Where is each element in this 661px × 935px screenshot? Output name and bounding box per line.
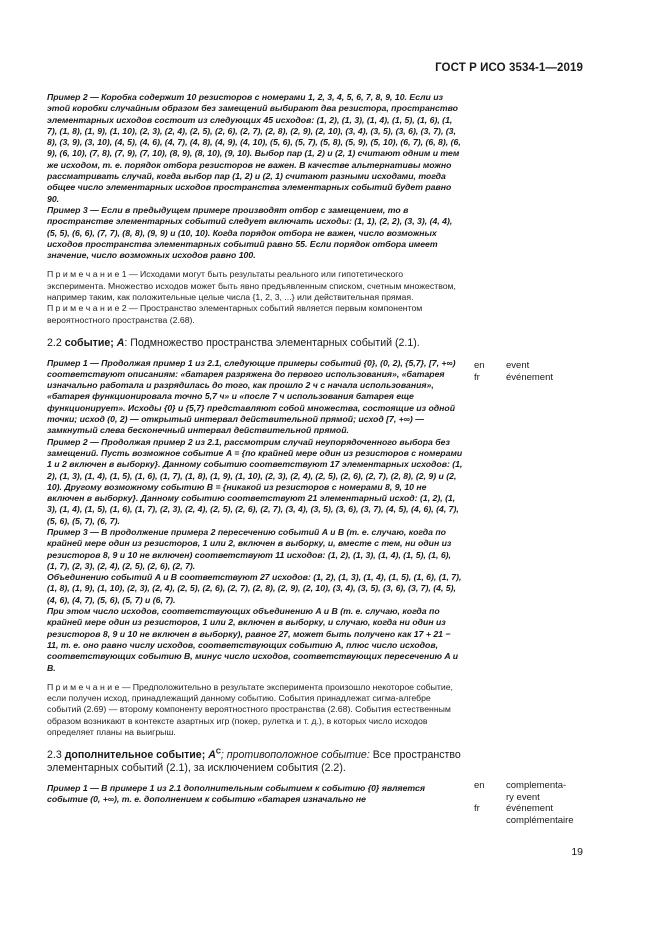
example-1-3: Пример 1 — В примере 1 из 2.1 дополнительным событием к событию {0} является событие (0, +∞), т. е. дополнением к событию «батарея изначально не — [47, 782, 425, 804]
example-3-2-union: Объединению событий A и B соответствуют 27 исходов: (1, 2), (1, 3), (1, 4), (1, 5), (1, 6), (1, 7), (1, 8), (1, 9), (1, 10), (2, 3), (2, 4), (2, 5), (2, 6), (2, 7), (2, 8), (2, 9), (2, 10), (3, 4), (3, 5), (3, 6), (3, 7), (4, 5), (4, 6), (4, 7), (5, 6), (5, 7) и (6, 7). — [47, 572, 462, 605]
lang-code-en: en — [474, 780, 485, 791]
document-header: ГОСТ Р ИСО 3534-1—2019 — [435, 62, 583, 74]
note-2: П р и м е ч а н и е 2 — Пространство элементарных событий является первым компонентом вероятностного пространства (2.68). — [47, 303, 423, 325]
term-definition: Все пространство элементарных событий (2.1), за исключением события (2.2). — [47, 749, 461, 774]
term-2-2-equivalents — [474, 360, 594, 383]
example-1-2: Пример 1 — Продолжая пример 1 из 2.1, следующие примеры событий {0}, (0, 2), {5,7}, [7, +∞) соответствуют описаниям: «батарея разряжена до первого использования», «батарея изначально работала и разрядилась до того, как прошло 2 ч с начала использования», «батарея функционировала точно 5,7 ч» и «после 7 ч использования батарея еще функционирует». Исходы {0} и {5,7} представляют собой множества, состоящие из одной точки; исход (0, 2) — открытый интервал действительной прямой; исход [7, +∞) — замкнутый слева бесконечный интервал действительной прямой. — [47, 357, 456, 436]
equivalent-en-cont: ry event — [506, 791, 540, 803]
equivalent-fr: événement — [506, 371, 554, 383]
term-symbol-sup: C — [215, 748, 221, 756]
equivalent-en: event — [506, 360, 530, 371]
example-3-1: Пример 3 — Если в предыдущем примере производят отбор с замещением, то в пространстве элементарных событий следует включать исходы: (1, 1), (2, 2), (3, 3), (4, 4), (5, 5), (6, 6), (7, 7), (8, 8), (9, 9) и (10, 10). Когда порядок отбора не важен, число возможных исходов пространства элементарных событий равно 55. Если порядок отбора имеет значение, число возможных исходов равно 100. — [47, 204, 453, 261]
example-3-2-count: При этом число исходов, соответствующих объединению A и B (т. е. случаю, когда по крайней мере один из резисторов, 1 или 2, включен в выборку, и случаю, когда ни один из резисторов 8, 9 и 10 не включен в выборку), равное 27, может быть получено как 17 + 21 − 11, т. е. оно равно числу исходов, соответствующих событию A, плюс число исходов, соответствующих событию B, минус число исходов, соответствующих пересечению A и B. — [47, 606, 459, 673]
equivalent-fr-cont: complémentaire — [506, 814, 574, 826]
page-content — [47, 92, 463, 805]
equivalent-fr: événement — [506, 803, 554, 814]
term-symbol: A — [208, 749, 216, 762]
term-name: дополнительное событие; — [64, 749, 206, 762]
term-symbol: A — [116, 336, 125, 349]
term-name: событие; — [64, 336, 114, 349]
term-number: 2.2 — [47, 336, 62, 349]
note-1: П р и м е ч а н и е 1 — Исходами могут быть результаты реального или гипотетического эксперимента. Множество исходов может быть явно предъявленным списком, счетным множеством, например таким, как положительные целые числа {1, 2, 3, ...} или действительная прямая. — [47, 269, 456, 303]
lang-code-en: en — [474, 360, 485, 371]
term-2-3-equivalents — [474, 780, 594, 826]
page-number: 19 — [571, 846, 583, 858]
example-2-2: Пример 2 — Продолжая пример 2 из 2.1, рассмотрим случай неупорядоченного выбора без замещений. Пусть возможное событие A = {по крайней мере один из резисторов с номерами 1 и 2 включен в выборку}. Данному событию соответствуют 17 элементарных исходов: (1, 2), (1, 3), (1, 4), (1, 5), (1, 6), (1, 7), (1, 8), (1, 9), (1, 10), (2, 3), (2, 4), (2, 5), (2, 6), (2, 7), (2, 8), (2, 9) и (2, 10). Другому возможному событию B = {никакой из резисторов с номерами 8, 9, 10 не включен в выборку}. Данному событию соответствуют 21 элементарный исход: (1, 2), (1, 3), (1, 4), (1, 5), (1, 6), (1, 7), (2, 3), (2, 4), (2, 5), (2, 6), (2, 7), (3, 4), (3, 5), (3, 6), (3, 7), (4, 5), (4, 6), (4, 7), (5, 6), (5, 7), (6, 7). — [47, 436, 463, 526]
example-2-1: Пример 2 — Коробка содержит 10 резисторов с номерами 1, 2, 3, 4, 5, 6, 7, 8, 9, 10. Если из этой коробки случайным образом без замещений выбирают два резистора, пространство элементарных исходов состоит из следующих 45 исходов: (1, 2), (1, 3), (1, 4), (1, 5), (1, 6), (1, 7), (1, 8), (1, 9), (1, 10), (2, 3), (2, 4), (2, 5), (2, 6), (2, 7), (2, 8), (2, 9), (2, 10), (3, 4), (3, 5), (3, 6), (3, 7), (3, 8), (3, 9), (3, 10), (4, 5), (4, 6), (4, 7), (4, 8), (4, 9), (4, 10), (5, 6), (5, 7), (5, 8), (5, 9), (5, 10), (6, 7), (6, 8), (6, 9), (6, 10), (7, 8), (7, 9), (7, 10), (8, 9), (8, 10), (9, 10). Выбор пар (1, 2) и (2, 1) считают одним и тем же исходом, т. е. порядок отбора резисторов не важен. В качестве альтернативы можно рассматривать случай, когда выбор пар (1, 2) и (2, 1) считают разными исходами, тогда общее число элементарных исходов пространства элементарных событий будет равно 90. — [47, 92, 461, 204]
term-synonym: ; противоположное событие: — [220, 749, 370, 762]
term-2-2 — [47, 337, 463, 350]
equivalent-en: complementa- — [506, 780, 567, 791]
term-definition: : Подмножество пространства элементарных событий (2.1). — [124, 336, 420, 349]
example-3-2: Пример 3 — В продолжение примера 2 пересечению событий A и B (т. е. случаю, когда по крайней мере один из резисторов, 1 или 2, включен в выборку, и, вместе с тем, ни один из резисторов 8, 9 и 10 не включен) соответствуют 11 исходов: (1, 2), (1, 3), (1, 4), (1, 5), (1, 6), (1, 7), (2, 3), (2, 4), (2, 5), (2, 6), (2, 7). — [47, 526, 452, 571]
term-2-3 — [47, 749, 463, 774]
note-event: П р и м е ч а н и е — Предположительно в результате эксперимента произошло некоторое событие, если получен исход, принадлежащий данному событию. События принадлежат сигма-алгебре событий (2.69) — второму компоненту вероятностного пространства (2.68). События естественным образом возникают в контексте азартных игр (покер, рулетка и т. д.), в которых число исходов определяет планы на выигрыш. — [47, 681, 453, 738]
lang-code-fr: fr — [474, 371, 480, 383]
lang-code-fr: fr — [474, 803, 480, 814]
term-number: 2.3 — [47, 749, 62, 762]
